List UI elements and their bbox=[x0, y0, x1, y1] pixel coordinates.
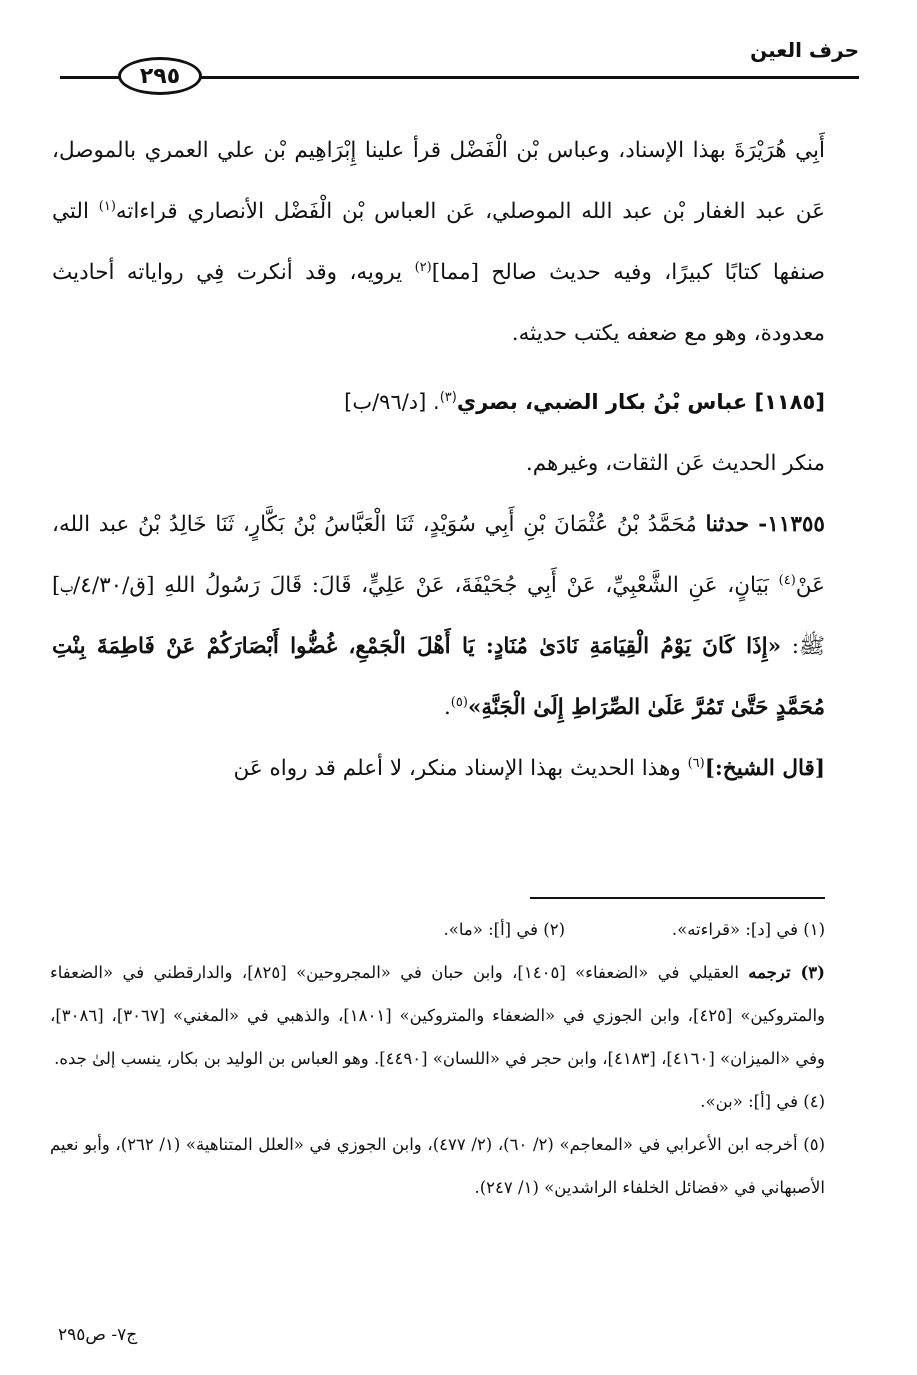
page-reference: ج٧- ص٢٩٥ bbox=[58, 1325, 138, 1345]
entry-desc-text: منكر الحديث عَن الثقات، وغيرهم. bbox=[525, 451, 825, 476]
para1-end: يرويه، وقد أنكرت فِي رواياته أحاديث معدودة، وهو مع ضعفه يكتب حديثه. bbox=[52, 260, 825, 346]
main-text bbox=[52, 120, 825, 799]
hadith-number: ١١٣٥٥- حدثنا bbox=[705, 512, 825, 537]
hadith-chain-1: مُحَمَّدُ بْنُ عُثْمَانَ بْنِ أَبِي سُوَيْدٍ، ثَنَا الْعَبَّاسُ بْنُ بَكَّارٍ، ثَنَا خَالِدُ بْنُ عبد الله، عَنْ bbox=[52, 512, 825, 598]
footnote-ref-5: (٥) bbox=[450, 694, 468, 710]
footnote-ref-3: (٣) bbox=[439, 390, 457, 405]
page-number: ٢٩٥ bbox=[139, 63, 181, 89]
footnote-ref-2: (٢) bbox=[414, 259, 432, 275]
footnote-2: (٢) في [أ]: «ما». bbox=[443, 920, 565, 939]
footnote-ref-1: (١) bbox=[98, 198, 116, 214]
footnote-3 bbox=[50, 951, 825, 1080]
entry-heading bbox=[52, 372, 825, 433]
entry-ref: . [د/٩٦/ب] bbox=[344, 390, 440, 414]
page-header bbox=[0, 0, 917, 100]
footnotes bbox=[50, 908, 825, 1209]
footnote-ref-4: (٤) bbox=[778, 572, 796, 588]
footnote-5: (٥) أخرجه ابن الأعرابي في «المعاجم» (٢/ ٦٠)، (٢/ ٤٧٧)، وابن الجوزي في «العلل المتناهية» (١/ ٢٦٢)، وأبو نعيم الأصبهاني في «فضائل الخلفاء الراشدين» (١/ ٢٤٧). bbox=[50, 1135, 825, 1197]
page-number-oval bbox=[118, 57, 202, 95]
footnote-3-number: (٣) bbox=[800, 963, 825, 982]
hadith-end: . bbox=[443, 695, 451, 720]
para1-mid: التي صنفها كتابًا كبيرًا، وفيه حديث صالح [مما] bbox=[52, 199, 825, 285]
hadith-chain-2: بَيَانٍ، عَنِ الشَّعْبِيِّ، عَنْ أَبِي جُحَيْفَةَ، عَنْ عَلِيٍّ، قَالَ: قَالَ رَسُولُ اللهِ [ق/٤/٣٠/ب] ﷺ: bbox=[52, 573, 825, 659]
entry-title: [١١٨٥] عباس بْنُ بكار الضبي، بصري bbox=[456, 390, 825, 414]
hadith-matn: «إِذَا كَانَ يَوْمُ الْقِيَامَةِ نَادَىٰ مُنَادٍ: يَا أَهْلَ الْجَمْعِ، غُضُّوا أَبْصَارَكُمْ عَنْ فَاطِمَةَ بِنْتِ مُحَمَّدٍ حَتَّىٰ تَمُرَّ عَلَىٰ الصِّرَاطِ إِلَىٰ الْجَنَّةِ» bbox=[52, 634, 825, 720]
footnote-3-bold: ترجمه bbox=[748, 963, 801, 982]
hadith-paragraph bbox=[52, 494, 825, 738]
para1-text: أَبِي هُرَيْرَةَ بهذا الإسناد، وعباس بْن الْفَضْل قرأ علينا إِبْرَاهِيم بْن علي العمري بالموصل، عَن عبد الغفار بْن عبد الله الموصلي، عَن العباس بْن الْفَضْل الأنصاري قراءاته bbox=[52, 138, 825, 224]
chapter-title: حرف العين bbox=[750, 38, 859, 62]
shaykh-text: وهذا الحديث بهذا الإسناد منكر، لا أعلم قد رواه عَن bbox=[233, 756, 688, 781]
footnote-row-1-2 bbox=[50, 908, 825, 951]
footnote-ref-6: (٦) bbox=[687, 755, 705, 771]
paragraph-1 bbox=[52, 120, 825, 364]
shaykh-paragraph bbox=[52, 738, 825, 799]
shaykh-label: [قال الشيخ:] bbox=[704, 756, 825, 781]
entry-description bbox=[52, 433, 825, 494]
footnote-4: (٤) في [أ]: «بن». bbox=[700, 1092, 825, 1111]
footnote-1: (١) في [د]: «قراءته». bbox=[671, 920, 825, 939]
footnote-separator bbox=[530, 897, 825, 899]
footnote-3-text: العقيلي في «الضعفاء» [١٤٠٥]، وابن حبان في «المجروحين» [٨٢٥]، والدارقطني في «الضعفاء والمتروكين» [٤٢٥]، وابن الجوزي في «الضعفاء والمتروكين» [١٨٠١]، والذهبي في «المغني» [٣٠٦٧]، [٣٠٨٦]، وفي «الميزان» [٤١٦٠]، [٤١٨٣]، وابن حجر في «اللسان» [٤٤٩٠]. وهو العباس بن الوليد بن بكار، ينسب إلىٰ جده. bbox=[50, 963, 825, 1068]
